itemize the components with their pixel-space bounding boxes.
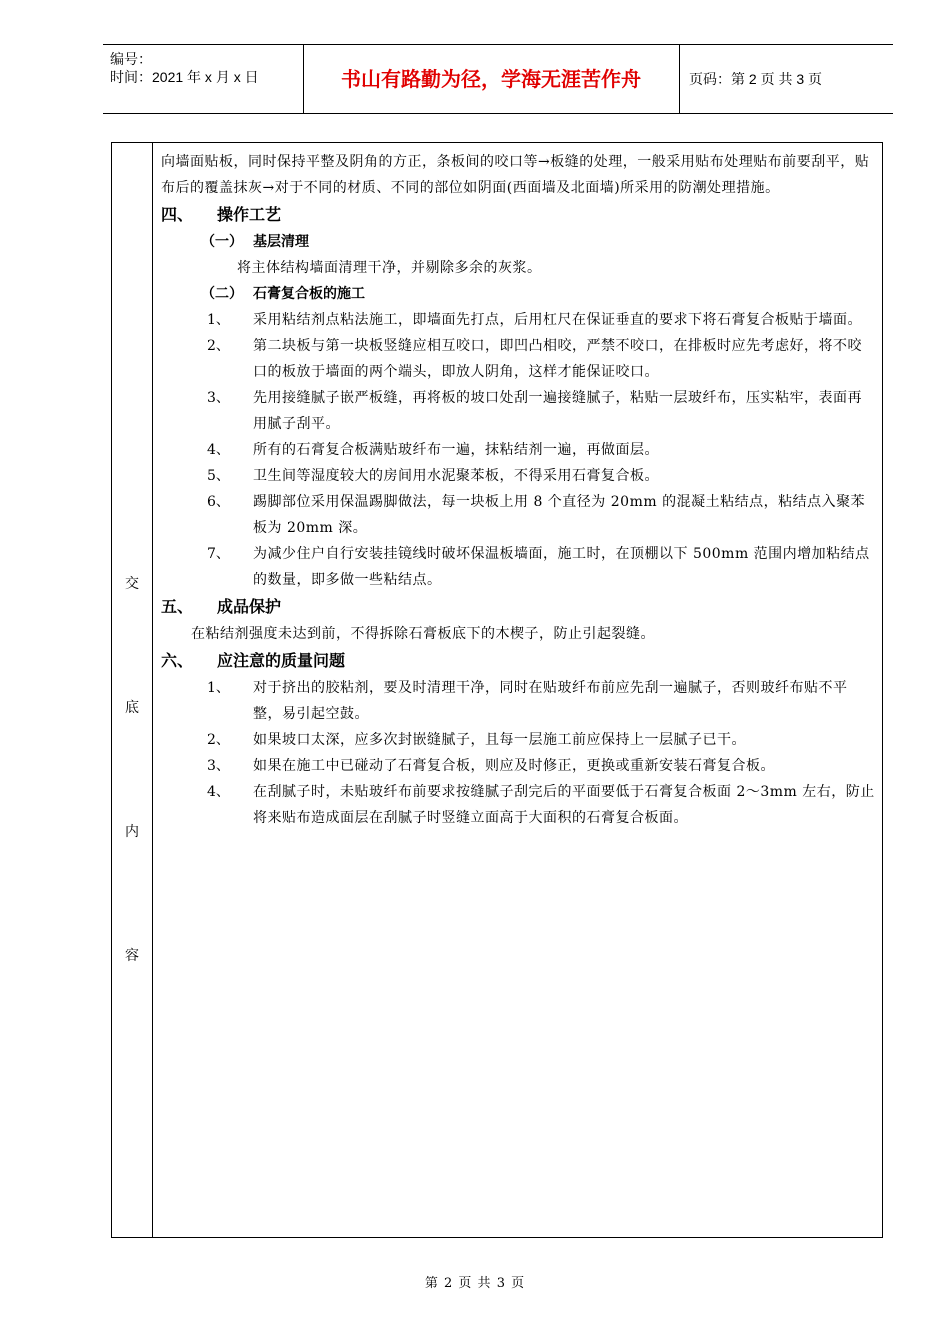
date-label: 时间：2021 年 x 月 x 日 <box>110 69 259 85</box>
header-motto: 书山有路勤为径，学海无涯苦作舟 <box>341 67 641 91</box>
list-item <box>161 727 875 753</box>
item-text: 所有的石膏复合板满贴玻纤布一遍，抹粘结剂一遍，再做面层。 <box>253 442 659 458</box>
header-meta <box>110 50 259 86</box>
list-item <box>161 753 875 779</box>
list-item <box>161 463 875 489</box>
item-text: 第二块板与第一块板竖缝应相互咬口，即凹凸相咬，严禁不咬口，在排板时应先考虑好，将不咬口的板放于墙面的两个端头，即放人阴角，这样才能保证咬口。 <box>253 338 862 380</box>
section-title: 成品保护 <box>217 597 282 616</box>
item-text: 如果在施工中已碰动了石膏复合板，则应及时修正，更换或重新安装石膏复合板。 <box>253 758 775 774</box>
code-label: 编号： <box>110 51 152 67</box>
list-item <box>161 541 875 593</box>
section-text: 在粘结剂强度未达到前，不得拆除石膏板底下的木楔子，防止引起裂缝。 <box>191 626 655 642</box>
item-number: 3、 <box>207 390 230 406</box>
content-body <box>161 149 875 831</box>
item-text: 踢脚部位采用保温踢脚做法，每一块板上用 8 个直径为 20mm 的混凝土粘结点，粘结点入聚苯板为 20mm 深。 <box>253 494 866 536</box>
item-number: 4、 <box>207 442 230 458</box>
subsection-number: （二） <box>201 286 243 302</box>
subsection-number: （一） <box>201 234 243 250</box>
side-label-char: 容 <box>125 948 139 964</box>
item-text: 在刮腻子时，未贴玻纤布前要求按缝腻子刮完后的平面要低于石膏复合板面 2～3mm 左右，防止将来贴布造成面层在刮腻子时竖缝立面高于大面积的石膏复合板面。 <box>253 784 875 826</box>
item-text: 卫生间等湿度较大的房间用水泥聚苯板，不得采用石膏复合板。 <box>253 468 659 484</box>
item-text: 为减少住户自行安装挂镜线时破坏保温板墙面，施工时，在顶棚以下 500mm 范围内增加粘结点的数量，即多做一些粘结点。 <box>253 546 870 588</box>
side-label-char: 内 <box>125 824 139 840</box>
item-text: 采用粘结剂点粘法施工，即墙面先打点，后用杠尺在保证垂直的要求下将石膏复合板贴于墙面。 <box>253 312 862 328</box>
section-number: 四、 <box>161 205 194 224</box>
item-number: 7、 <box>207 546 230 562</box>
header-divider <box>679 45 680 113</box>
subsection-text: 将主体结构墙面清理干净，并剔除多余的灰浆。 <box>237 260 542 276</box>
column-divider <box>152 143 153 1237</box>
section-title: 操作工艺 <box>217 205 282 224</box>
item-text: 先用接缝腻子嵌严板缝，再将板的坡口处刮一遍接缝腻子，粘贴一层玻纤布，压实粘牢，表面再用腻子刮平。 <box>253 390 862 432</box>
item-number: 4、 <box>207 784 230 800</box>
item-number: 1、 <box>207 680 230 696</box>
item-number: 3、 <box>207 758 230 774</box>
page-footer: 第 2 页 共 3 页 <box>424 1276 526 1291</box>
list-item <box>161 675 875 727</box>
list-item <box>161 307 875 333</box>
item-number: 5、 <box>207 468 230 484</box>
item-number: 6、 <box>207 494 230 510</box>
item-number: 1、 <box>207 312 230 328</box>
document-header <box>103 44 893 114</box>
item-text: 如果坡口太深，应多次封嵌缝腻子，且每一层施工前应保持上一层腻子已干。 <box>253 732 746 748</box>
list-item <box>161 333 875 385</box>
item-number: 2、 <box>207 338 230 354</box>
side-label-char: 交 <box>125 576 139 592</box>
subsection-heading <box>161 229 875 255</box>
header-page-info: 页码：第 2 页 共 3 页 <box>689 71 823 87</box>
subsection-title: 基层清理 <box>253 234 309 250</box>
list-item <box>161 489 875 541</box>
section-number: 六、 <box>161 651 194 670</box>
item-text: 对于挤出的胶粘剂，要及时清理干净，同时在贴玻纤布前应先刮一遍腻子，否则玻纤布贴不平整，易引起空鼓。 <box>253 680 848 722</box>
item-number: 2、 <box>207 732 230 748</box>
content-table <box>111 142 883 1238</box>
list-item <box>161 779 875 831</box>
section-heading <box>161 647 875 675</box>
section-heading <box>161 201 875 229</box>
list-item <box>161 385 875 437</box>
subsection-heading <box>161 281 875 307</box>
section-number: 五、 <box>161 597 194 616</box>
subsection-title: 石膏复合板的施工 <box>253 286 365 302</box>
side-label-char: 底 <box>125 700 139 716</box>
intro-paragraph: 向墙面贴板，同时保持平整及阴角的方正，条板间的咬口等→板缝的处理，一般采用贴布处理贴布前要刮平，贴布后的覆盖抹灰→对于不同的材质、不同的部位如阴面(西面墙及北面墙)所采用的防潮处理措施。 <box>161 154 870 196</box>
section-title: 应注意的质量问题 <box>217 651 346 670</box>
section-heading <box>161 593 875 621</box>
list-item <box>161 437 875 463</box>
